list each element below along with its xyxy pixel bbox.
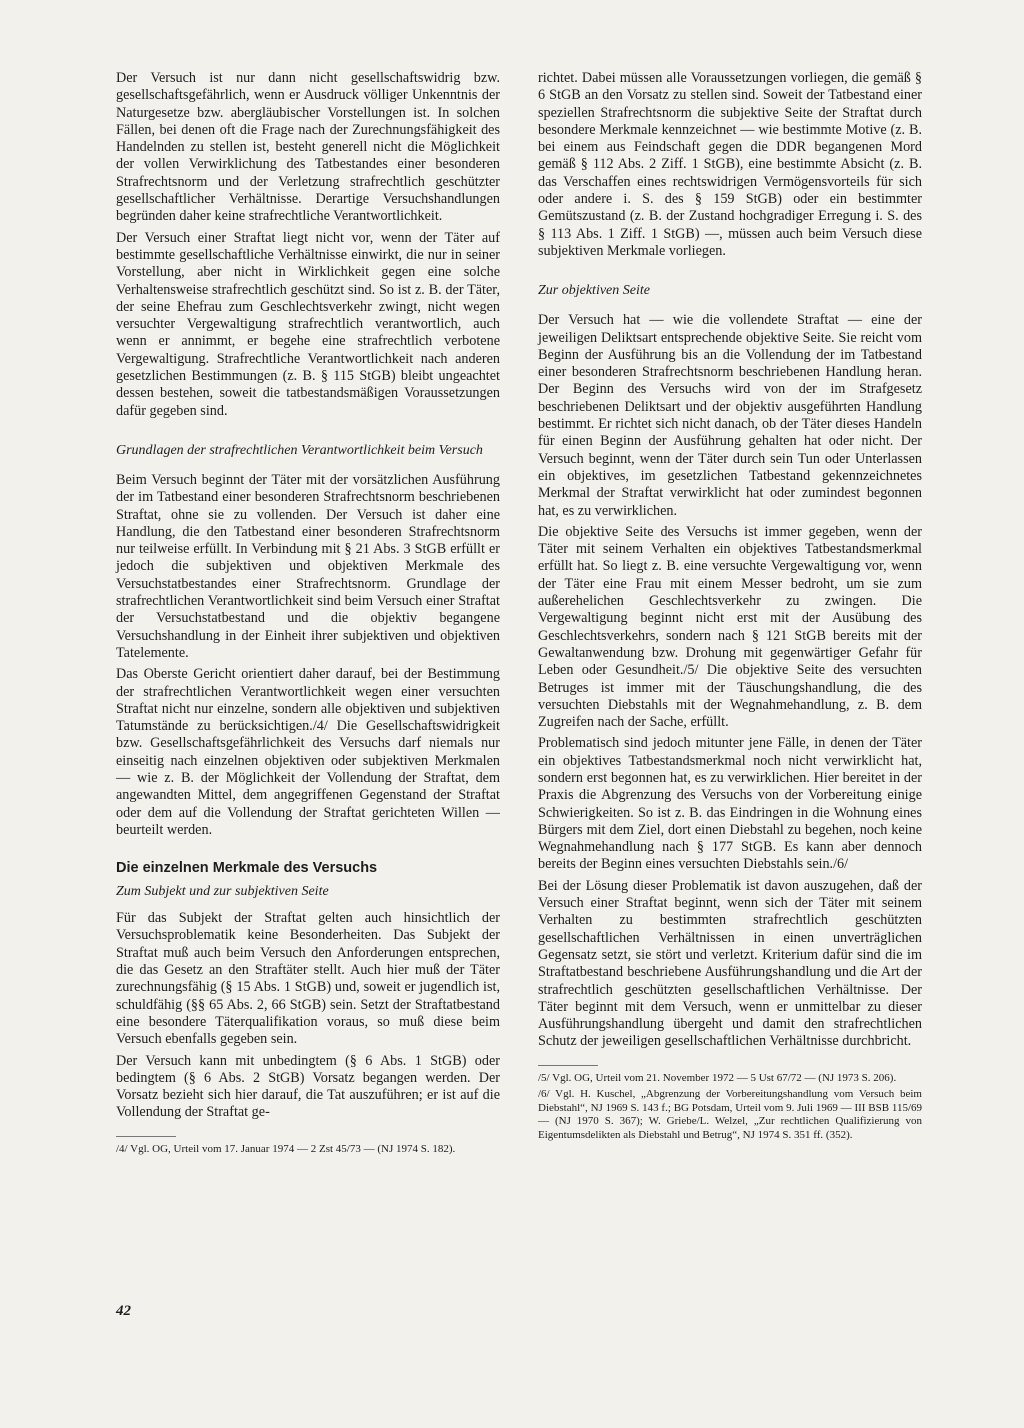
subheading-objektiv: Zur objektiven Seite <box>538 283 650 299</box>
right-paragraph-4: Problematisch sind jedoch mitunter jene Fälle, in denen der Täter ein objektives Tatbestandsmerkmal noch nicht verwirklicht hat, sondern erst begonnen hat, es zu verwirklichen. Hier bereitet in der Praxis die Abgrenzung des Versuchs von der Vorbereitung einige Schwierigkeiten. So ist z. B. das Eindringen in die Wohnung eines Bürgers mit dem Ziel, dort einen Diebstahl zu begehen, noch keine Wegnahmehandlung nach § 177 StGB. Es kann aber dennoch bereits der Beginn eines versuchten Diebstahls sein./6/ <box>538 735 922 873</box>
footnote-4: /4/ Vgl. OG, Urteil vom 17. Januar 1974 — 2 Zst 45/73 — (NJ 1974 S. 182). <box>116 1142 456 1155</box>
left-paragraph-2: Der Versuch einer Straftat liegt nicht vor, wenn der Täter auf bestimmte gesellschaftliche Verhältnisse einwirkt, die nur in seiner Vorstellung, aber nicht in Wirklichkeit gegen eine solche Verhaltensweise strafrechtlich geschützt sind. So ist z. B. der Täter, der seine Ehefrau zum Geschlechtsverkehr zwingt, nicht wegen versuchter Vergewaltigung strafrechtlich verantwortlich, auch wenn er annimmt, er begehe eine strafrechtlich verbotene Vergewaltigung. Strafrechtliche Verantwortlichkeit nach anderen gesetzlichen Bestimmungen (z. B. § 115 StGB) bleibt ungeachtet dessen bestehen, soweit die tatbestandsmäßigen Voraussetzungen dafür gegeben sind. <box>116 229 500 419</box>
footnote-6: /6/ Vgl. H. Kuschel, „Abgrenzung der Vorbereitungshandlung vom Versuch beim Diebstahl“, NJ 1969 S. 143 f.; BG Potsdam, Urteil vom 9. Juli 1969 — III BSB 115/69 — (NJ 1970 S. 367); W. Griebe/L. Welzel, „Zur rechtlichen Qualifizierung von Eigentumsdelikten als Diebstahl und Betrug“, NJ 1974 S. 351 ff. (352). <box>538 1088 922 1141</box>
subheading-grundlagen: Grundlagen der strafrechtlichen Verantwortlichkeit beim Versuch <box>116 442 483 458</box>
footnote-divider <box>116 1136 176 1137</box>
right-column <box>538 70 922 1145</box>
right-paragraph-3: Die objektive Seite des Versuchs ist immer gegeben, wenn der Täter mit seinem Verhalten ein objektives Tatbestandsmerkmal erfüllt hat. So liegt z. B. eine versuchte Vergewaltigung vor, wenn der Täter eine Frau mit einem Messer bedroht, um sie zum außerehelichen Geschlechtsverkehr zu zwingen. Die Vergewaltigung beginnt nicht erst mit der Ausübung des Geschlechtsverkehrs, sondern nach § 121 StGB bereits mit der Gewaltanwendung bzw. Drohung mit gegenwärtiger Gefahr für Leben oder Gesundheit./5/ Die objektive Seite des versuchten Betruges ist immer mit der Täuschungshandlung, die des versuchten Diebstahls mit der Wegnahmehandlung, z. B. dem Zugreifen nach der Sache, erfüllt. <box>538 523 922 731</box>
subheading-subjekt: Zum Subjekt und zur subjektiven Seite <box>116 884 329 900</box>
footnote-divider <box>538 1065 598 1066</box>
left-paragraph-6: Der Versuch kann mit unbedingtem (§ 6 Abs. 1 StGB) oder bedingtem (§ 6 Abs. 2 StGB) Vorsatz begangen werden. Der Vorsatz bezieht sich hier darauf, die Tat auszuführen; er ist auf die Vollendung der Straftat ge- <box>116 1052 500 1121</box>
right-paragraph-2: Der Versuch hat — wie die vollendete Straftat — eine der jeweiligen Deliktsart entsprechende objektive Seite. Sie reicht vom Beginn der Ausführung bis an die Vollendung der im Tatbestand einer besonderen Strafrechtsnorm beschriebenen Handlung heran. Der Beginn des Versuchs wird von der im Strafgesetz beschriebenen Deliktsart und der objektiv ausgeführten Handlung bestimmt. Er richtet sich nicht danach, ob der Täter dieses Handeln für einen Beginn der Ausführung gehalten hat oder nicht. Der Versuch beginnt, wenn der Täter durch sein Tun oder Unterlassen ein objektives, im gesetzlichen Tatbestand gekennzeichnetes Merkmal der Straftat verwirklicht hat oder zumindest begonnen hat, es zu verwirklichen. <box>538 312 922 519</box>
left-paragraph-4: Das Oberste Gericht orientiert daher darauf, bei der Bestimmung der strafrechtlichen Verantwortlichkeit wegen einer versuchten Straftat nicht nur einzelne, sondern alle objektiven und subjektiven Tatumstände zu berücksichtigen./4/ Die Gesellschaftswidrigkeit bzw. Gesellschaftsgefährlichkeit des Versuchs darf niemals nur einseitig nach einzelnen objektiven oder subjektiven Merkmalen — wie z. B. der Möglichkeit der Vollendung der Straftat, dem angewandten Mittel, dem angegriffenen Gegenstand der Straftat oder dem auf die Vollendung der Straftat gerichteten Willen — beurteilt werden. <box>116 666 500 838</box>
left-paragraph-3: Beim Versuch beginnt der Täter mit der vorsätzlichen Ausführung der im Tatbestand einer besonderen Strafrechtsnorm beschriebenen Straftat, ohne sie zu vollenden. Der Versuch ist daher eine Handlung, die den Tatbestand einer besonderen Strafrechtsnorm nur teilweise erfüllt. In Verbindung mit § 21 Abs. 3 StGB erfüllt er jedoch die subjektiven und objektiven Merkmale des Versuchstatbestandes einer Strafrechtsnorm. Grundlage der strafrechtlichen Verantwortlichkeit sind beim Versuch einer Straftat der Versuchstatbestand und die objektiv begangene Versuchshandlung in der Einheit ihrer subjektiven und objektiven Tatelemente. <box>116 471 500 661</box>
right-paragraph-5: Bei der Lösung dieser Problematik ist davon auszugehen, daß der Versuch einer Straftat beginnt, wenn sich der Täter mit seinem Verhalten zu bestimmten strafrechtlich geschützten gesellschaftlichen Verhältnissen in einen unverträglichen Gegensatz setzt, sie stört und verletzt. Kriterium dafür sind die im Straftatbestand beschriebene Ausführungshandlung und die Art der strafrechtlich geschützten gesellschaftlichen Verhältnisse. Der Täter beginnt mit dem Versuch, wenn er unmittelbar zu dieser Ausführungshandlung übergeht und damit den strafrechtlichen Schutz der jeweiligen gesellschaftlichen Verhältnisse durchbricht. <box>538 877 922 1050</box>
page-number: 42 <box>116 1303 131 1319</box>
left-paragraph-1: Der Versuch ist nur dann nicht gesellschaftswidrig bzw. gesellschaftsgefährlich, wenn er Ausdruck völliger Unkenntnis der Naturgesetze bzw. abergläubischer Vorstellungen ist. In solchen Fällen, bei denen oft die Frage nach der Zurechnungsfähigkeit des Handelnden zu stellen ist, besteht generell nicht die Möglichkeit der vollen Verwirklichung des Tatbestandes einer besonderen Strafrechtsnorm und der Verletzung strafrechtlich geschützter gesellschaftlicher Verhältnisse. Derartige Versuchshandlungen begründen daher keine strafrechtliche Verantwortlichkeit. <box>116 70 500 225</box>
footnote-5: /5/ Vgl. OG, Urteil vom 21. November 1972 — 5 Ust 67/72 — (NJ 1973 S. 206). <box>538 1071 897 1084</box>
left-column <box>116 70 500 1159</box>
right-paragraph-1: richtet. Dabei müssen alle Voraussetzungen vorliegen, die gemäß § 6 StGB an den Vorsatz zu stellen sind. Soweit der Tatbestand einer speziellen Strafrechtsnorm die subjektive Seite der Straftat durch besondere Merkmale kennzeichnet — wie bestimmte Motive (z. B. bei einem aus Feindschaft gegen die DDR begangenen Mord gemäß § 112 Abs. 2 Ziff. 1 StGB), eine bestimmte Absicht (z. B. das Verschaffen eines rechtswidrigen Vermögensvorteils für sich oder andere i. S. des § 159 StGB) oder ein bestimmter Gemütszustand (z. B. der Zustand hochgradiger Erregung i. S. des § 113 Abs. 1 Ziff. 1 StGB) —, müssen auch beim Versuch diese subjektiven Merkmale vorliegen. <box>538 70 922 259</box>
left-paragraph-5: Für das Subjekt der Straftat gelten auch hinsichtlich der Versuchsproblematik keine Besonderheiten. Das Subjekt der Straftat muß auch beim Versuch den Anforderungen entsprechen, die das Gesetz an den Straftäter stellt. Auch hier muß der Täter zurechnungsfähig (§ 15 Abs. 1 StGB) und, soweit er jugendlich ist, schuldfähig (§§ 65 Abs. 2, 66 StGB) sein. Setzt der Straftatbestand eine besondere Täterqualifikation voraus, so muß diese beim Versuch ebenfalls gegeben sein. <box>116 910 500 1048</box>
section-heading-merkmale: Die einzelnen Merkmale des Versuchs <box>116 860 378 877</box>
